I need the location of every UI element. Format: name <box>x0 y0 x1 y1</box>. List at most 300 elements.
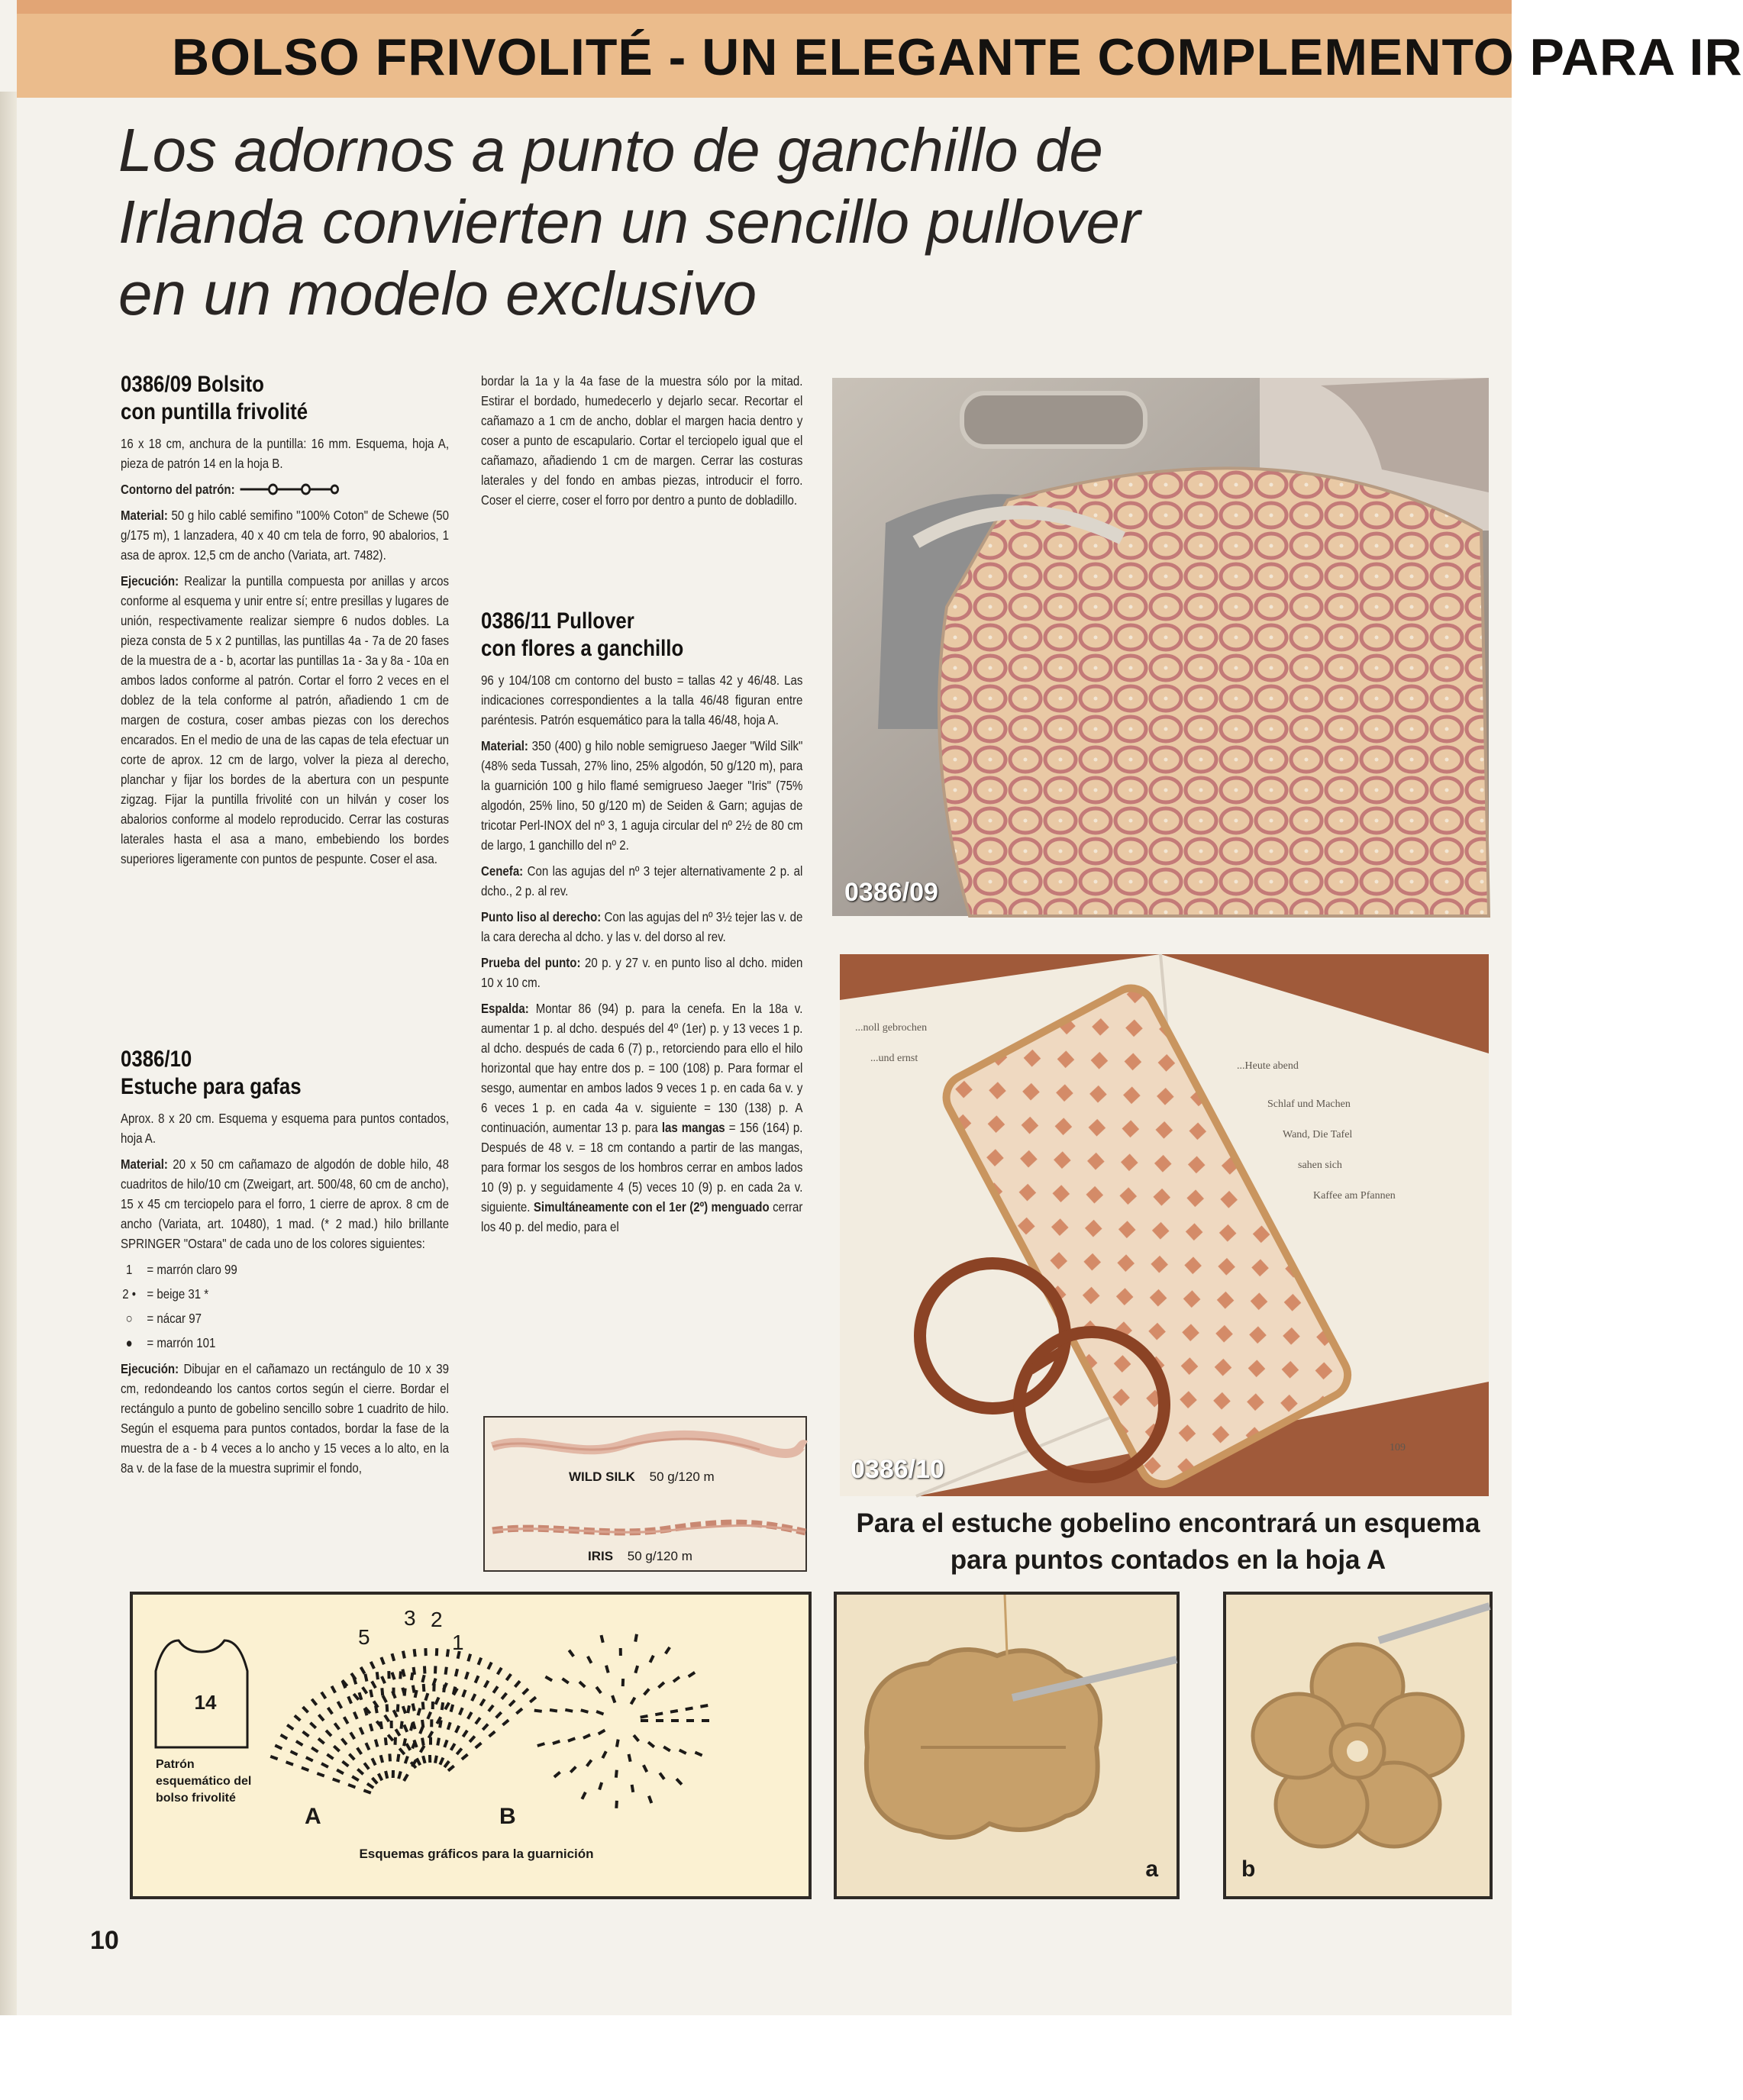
legend-text: = nácar 97 <box>147 1311 202 1326</box>
section-title-line: 0386/11 Pullover <box>481 608 634 634</box>
chart-stitch-mark <box>468 1654 470 1662</box>
diagram-caption: Esquemas gráficos para la guarnición <box>359 1847 594 1861</box>
chart-stitch-mark <box>447 1649 448 1656</box>
chart-stitch-mark <box>550 1710 557 1711</box>
chart-stitch-mark <box>596 1711 603 1714</box>
chart-stitch-mark <box>454 1687 455 1695</box>
espalda-paragraph <box>481 998 802 1237</box>
chart-fan-b <box>342 1648 536 1771</box>
chart-stitch-mark <box>412 1673 413 1680</box>
chart-stitch-mark <box>649 1796 651 1803</box>
paragraph-text: Con las agujas del nº 3 tejer alternativamente 2 p. al dcho., 2 p. al rev. <box>481 863 803 898</box>
chart-stitch-mark <box>448 1722 450 1730</box>
page-spine-shadow <box>0 92 17 2015</box>
chart-stitch-mark <box>632 1785 634 1792</box>
chart-stitch-mark <box>435 1756 437 1763</box>
legend-symbol: 1 <box>125 1262 133 1277</box>
chart-stitch-mark <box>337 1702 341 1708</box>
chart-stitch-mark <box>641 1716 648 1718</box>
piece-number: 14 <box>194 1691 217 1714</box>
chart-stitch-mark <box>456 1669 457 1676</box>
chart-stitch-mark <box>365 1674 366 1682</box>
chart-stitch-mark <box>392 1673 394 1679</box>
banner-title: BOLSO FRIVOLITÉ - UN ELEGANTE COMPLEMENTO PARA IR <box>172 28 1743 86</box>
chart-stitch-mark <box>344 1717 348 1724</box>
page-number: 10 <box>90 1926 119 1955</box>
book-text-line: ...noll gebrochen <box>855 1022 928 1034</box>
chart-stitch-mark <box>569 1650 573 1656</box>
chart-stitch-mark <box>413 1685 415 1693</box>
bag-photo-illustration <box>832 378 1489 916</box>
chart-stitch-mark <box>392 1653 394 1661</box>
legend-row <box>121 1308 449 1328</box>
chart-stitch-mark <box>588 1656 592 1663</box>
chart-stitch-mark <box>606 1666 608 1673</box>
yarn-spec: 50 g/120 m <box>627 1549 692 1563</box>
yarn-samples <box>483 1416 807 1572</box>
chart-stitch-mark <box>476 1676 479 1682</box>
chart-stitch-mark <box>480 1699 484 1705</box>
chart-stitch-mark <box>648 1742 654 1747</box>
paragraph: Aprox. 8 x 20 cm. Esquema y esquema para puntos contados, hoja A. <box>121 1111 449 1146</box>
book-text-line: Kaffee am Pfannen <box>1313 1190 1396 1202</box>
photo-bolsito <box>832 378 1489 916</box>
bold-inline: las mangas <box>661 1120 725 1135</box>
chart-stitch-mark <box>679 1750 686 1753</box>
chart-stitch-mark <box>515 1681 519 1687</box>
paragraph-text: Dibujar en el cañamazo un rectángulo de 10 x 39 cm, redondeando los cantos cortos según el cierre. Bordar el rectángulo a punto de gobelino sencillo sobre 1 cuadrito de hilo. Según el esquema para puntos contados, bordar la fase de la muestra de a - b 4 veces a lo ancho y 15 veces a lo alto, en la 8a v. de la fase de la muestra suprimir el fondo, <box>121 1361 449 1476</box>
bold-inline: Simultáneamente con el 1er (2º) menguado <box>533 1199 770 1215</box>
chart-stitch-mark <box>660 1773 664 1779</box>
chart-stitch-mark <box>333 1779 340 1781</box>
chart-stitch-mark <box>270 1756 277 1759</box>
chart-stitch-mark <box>326 1731 331 1736</box>
bold-label: Prueba del punto: <box>481 955 581 970</box>
chart-stitch-mark <box>303 1707 308 1712</box>
chart-stitch-mark <box>635 1666 637 1673</box>
chart-stitch-mark <box>371 1662 374 1669</box>
chart-stitch-mark <box>404 1774 408 1781</box>
chart-stitch-mark <box>388 1735 392 1741</box>
column-left <box>121 371 449 875</box>
photo-caption: Para el estuche gobelino encontrará un esquema para puntos contados en la hoja A <box>856 1508 1480 1575</box>
diagram-label-a: A <box>305 1804 321 1829</box>
chart-stitch-mark <box>291 1751 298 1754</box>
chart-stitch-mark <box>349 1754 354 1760</box>
chart-stitch-mark <box>493 1686 498 1692</box>
cenefa-paragraph <box>481 861 802 901</box>
chart-stitch-mark <box>351 1673 356 1679</box>
chart-stitch-mark <box>472 1694 475 1701</box>
yarn-label-iris <box>588 1549 692 1564</box>
book-text-line: Schlaf und Machen <box>1267 1098 1351 1110</box>
chart-stitch-mark <box>444 1761 449 1767</box>
crochet-motif-b <box>1226 1595 1490 1896</box>
paragraph-text: 20 x 50 cm cañamazo de algodón de doble hilo, 48 cuadritos de hilo/10 cm (Zweigart, art. 500/48, 60 cm de ancho), 15 x 45 cm terciopelo para el forro, 1 cierre de aprox. 8 cm de ancho (Variata, art. 10480), 1 mad. (* 2 mad.) hilo brillante SPRINGER "Ostara" de cada uno de los colores siguientes: <box>121 1156 449 1251</box>
chart-stitch-mark <box>700 1705 708 1707</box>
photo-label-a: a <box>1145 1856 1158 1882</box>
chart-stitch-mark <box>676 1779 682 1784</box>
chart-stitch-mark <box>479 1658 482 1665</box>
chart-stitch-mark <box>373 1778 378 1783</box>
chart-stitch-mark <box>348 1785 355 1787</box>
book-text-line: ...und ernst <box>870 1053 918 1064</box>
chart-stitch-mark <box>334 1746 339 1751</box>
chart-stitch-mark <box>498 1668 502 1675</box>
banner-top-strip <box>17 0 1512 14</box>
chart-stitch-mark <box>420 1727 423 1734</box>
paragraph-text: = 156 (164) p. Después de 48 v. = 18 cm contando a partir de las mangas, para formar los sesgos de los hombros cerrar en ambos lados 10 (9) p. y seguidamente 4 (5) veces 10 (9) p. en cada 2a v. siguiente. <box>481 1120 803 1215</box>
section-estuche-title <box>121 1046 449 1101</box>
chart-stitch-mark <box>476 1743 482 1747</box>
chart-stitch-mark <box>583 1735 590 1738</box>
chart-stitch-mark <box>689 1673 695 1676</box>
case-photo-illustration <box>840 954 1489 1496</box>
chart-stitch-mark <box>377 1672 378 1679</box>
chart-stitch-mark <box>281 1735 288 1739</box>
material-paragraph <box>121 505 449 565</box>
bold-label: Material: <box>121 1156 168 1172</box>
chart-stitch-mark <box>382 1676 385 1683</box>
pattern-outline-symbol <box>240 483 339 495</box>
yarn-name: IRIS <box>588 1549 614 1563</box>
chart-stitch-mark <box>587 1760 592 1766</box>
chart-stitch-mark <box>353 1694 358 1700</box>
chart-stitch-mark <box>317 1773 324 1776</box>
chart-stitch-mark <box>442 1702 443 1710</box>
chart-stitch-mark <box>366 1743 369 1750</box>
section-title-line: 0386/10 <box>121 1047 192 1072</box>
chart-stitch-mark <box>303 1731 309 1736</box>
chart-stitch-mark <box>602 1751 605 1758</box>
yarn-sample-illustration <box>485 1418 805 1570</box>
chart-stitch-mark <box>364 1763 369 1769</box>
chart-stitch-mark <box>275 1745 282 1748</box>
chart-stitch-mark <box>354 1712 357 1719</box>
chart-stitch-mark <box>644 1689 650 1695</box>
chart-stitch-mark <box>376 1740 378 1747</box>
chart-stitch-mark <box>382 1695 386 1702</box>
chart-stitch-mark <box>695 1753 702 1756</box>
diagram-number: 2 <box>431 1608 443 1631</box>
chart-stitch-mark <box>311 1747 318 1751</box>
chart-stitch-mark <box>650 1656 653 1663</box>
ejecucion-paragraph <box>121 571 449 869</box>
chart-stitch-mark <box>418 1708 420 1716</box>
contorno-line <box>121 479 449 499</box>
chart-stitch-mark <box>414 1667 415 1675</box>
chart-stitch-mark <box>389 1753 390 1761</box>
punto-liso-paragraph <box>481 907 802 947</box>
chart-stitch-mark <box>470 1736 475 1741</box>
chart-stitch-mark <box>537 1744 545 1746</box>
chart-stitch-mark <box>570 1767 576 1773</box>
chart-stitch-mark <box>287 1725 293 1730</box>
chart-stitch-mark <box>476 1718 480 1724</box>
book-text-line: ...Heute abend <box>1237 1060 1299 1072</box>
chart-stitch-mark <box>342 1739 347 1745</box>
legend-row <box>121 1284 449 1304</box>
chart-stitch-mark <box>579 1682 585 1687</box>
headline: Los adornos a punto de ganchillo de Irlanda convierten un sencillo pullover en un modelo exclusivo <box>118 116 1141 327</box>
chart-stitch-mark <box>663 1747 670 1750</box>
book-page-number: 109 <box>1390 1442 1406 1453</box>
chart-stitch-mark <box>306 1757 313 1760</box>
chart-stitch-mark <box>318 1739 324 1744</box>
chart-stitch-mark <box>401 1721 402 1729</box>
chart-stitch-mark <box>658 1682 663 1688</box>
chart-stitch-mark <box>422 1675 424 1682</box>
chart-stitch-mark <box>444 1740 447 1747</box>
photo-label-bolsito: 0386/09 <box>844 878 938 907</box>
chart-stitch-mark <box>440 1758 443 1765</box>
chart-stitch-mark <box>310 1723 315 1728</box>
diagram-number: 3 <box>404 1606 416 1630</box>
chart-stitch-mark <box>489 1705 493 1711</box>
chart-stitch-mark <box>363 1687 367 1693</box>
legend-symbol: ○ <box>125 1311 133 1326</box>
chart-stitch-mark <box>629 1754 631 1762</box>
chart-flower <box>534 1634 709 1808</box>
paragraph-text: 350 (400) g hilo noble semigrueso Jaeger "Wild Silk" (48% seda Tussah, 27% lino, 25% algodón, 50 g/120 m), para la guarnición 100 g hilo flamé semigrueso Jaeger "Iris" (75% algodón, 25% lino, 50 g/120 m) de Seiden & Garn; agujas de tricotar Perl-INOX del nº 3, 1 aguja circular del nº 2½ de 80 cm de largo, 1 ganchillo del nº 2. <box>481 738 803 853</box>
section-bolsito-title <box>121 371 449 426</box>
chart-stitch-mark <box>403 1706 405 1713</box>
crochet-photo-a <box>834 1592 1180 1899</box>
chart-stitch-mark <box>399 1748 404 1754</box>
bold-label: Material: <box>121 508 168 523</box>
chart-stitch-mark <box>370 1724 373 1731</box>
chart-stitch-mark <box>360 1727 363 1734</box>
paragraph-text: 50 g hilo cablé semifino "100% Coton" de Schewe (50 g/175 m), 1 lanzadera, 40 x 40 cm tela de forro, 90 abalorios, 1 asa de aprox. 12,5 cm de ancho (Variata, art. 7482). <box>121 508 449 563</box>
chart-stitch-mark <box>302 1768 308 1770</box>
chart-stitch-mark <box>502 1720 508 1724</box>
chart-stitch-mark <box>670 1711 678 1712</box>
chart-stitch-mark <box>523 1689 528 1694</box>
chart-stitch-mark <box>631 1698 635 1705</box>
paragraph-text: 20 p. y 27 v. en punto liso al dcho. miden 10 x 10 cm. <box>481 955 803 990</box>
photo-label-estuche: 0386/10 <box>851 1455 944 1484</box>
chart-stitch-mark <box>424 1666 425 1674</box>
chart-stitch-mark <box>530 1697 536 1702</box>
crochet-motif-a <box>837 1595 1177 1896</box>
diagram-number: 5 <box>358 1625 370 1649</box>
paragraph: 96 y 104/108 cm contorno del busto = tallas 42 y 46/48. Las indicaciones correspondientes a la talla 46/48 figuran entre paréntesis. Patrón esquemático para la talla 46/48, hoja A. <box>481 673 803 727</box>
chart-stitch-mark <box>581 1710 589 1711</box>
chart-stitch-mark <box>483 1724 488 1730</box>
legend-text: = marrón claro 99 <box>147 1262 237 1277</box>
chart-stitch-mark <box>331 1686 335 1693</box>
photo-label-b: b <box>1241 1856 1256 1882</box>
chart-stitch-mark <box>428 1712 431 1719</box>
section-title-line: con puntilla frivolité <box>121 399 308 424</box>
chart-stitch-mark <box>423 1702 424 1709</box>
bold-label: Punto liso al derecho: <box>481 909 602 924</box>
prueba-paragraph <box>481 953 802 992</box>
chart-stitch-mark <box>485 1681 489 1688</box>
chart-stitch-mark <box>372 1758 375 1765</box>
bold-label: Ejecución: <box>121 573 179 589</box>
chart-stitch-mark <box>334 1723 339 1729</box>
chart-stitch-mark <box>686 1708 693 1710</box>
chart-stitch-mark <box>457 1748 461 1754</box>
bold-label: Ejecución: <box>121 1361 179 1376</box>
legend-symbol: 2 • <box>122 1286 137 1302</box>
chart-stitch-mark <box>516 1708 522 1713</box>
pattern-label: Patrón esquemático del bolso frivolité <box>156 1758 252 1805</box>
legend-symbol: ● <box>125 1335 133 1350</box>
bold-label: Material: <box>481 738 528 753</box>
bold-label: Contorno del patrón: <box>121 482 235 497</box>
chart-stitch-mark <box>463 1690 465 1697</box>
diagram-number: 1 <box>452 1631 464 1654</box>
yarn-spec: 50 g/120 m <box>649 1469 715 1484</box>
chart-stitch-mark <box>463 1731 467 1737</box>
chart-stitch-mark <box>381 1755 382 1763</box>
paragraph-text: cerrar los 40 p. del medio, para el <box>481 1199 803 1234</box>
chart-stitch-mark <box>413 1721 415 1729</box>
chart-stitch-mark <box>399 1771 401 1779</box>
chart-stitch-mark <box>342 1761 348 1766</box>
chart-stitch-mark <box>563 1679 569 1683</box>
chart-stitch-mark <box>321 1692 325 1698</box>
chart-stitch-mark <box>352 1776 359 1780</box>
chart-stitch-mark <box>350 1733 354 1740</box>
chart-stitch-mark <box>509 1701 515 1706</box>
crochet-diagram-box <box>130 1592 812 1899</box>
chart-stitch-mark <box>321 1763 328 1767</box>
chart-stitch-mark <box>311 1699 316 1705</box>
chart-stitch-mark <box>423 1756 424 1763</box>
chart-stitch-mark <box>385 1715 389 1721</box>
chart-stitch-mark <box>348 1696 351 1703</box>
chart-stitch-mark <box>404 1725 407 1732</box>
paragraph-text: Montar 86 (94) p. para la cenefa. En la 18a v. aumentar 1 p. al dcho. después del 4º (1er) p. y 13 veces 1 p. al dcho. después de cada 6 (7) p., retorciendo para ello el hilo horizontal que hay entre dos p. = 100 (108) p. Para formar el sesgo, aumentar en ambos lados 9 veces 1 p. en cada 6a v. y 6 veces 1 p. en cada 4a v. siguiente = 130 (138) p. A continuación, aumentar 13 p. para <box>481 1001 803 1135</box>
chart-stitch-mark <box>379 1773 382 1780</box>
chart-stitch-mark <box>462 1754 468 1759</box>
bold-label: Espalda: <box>481 1001 529 1016</box>
color-legend <box>121 1260 449 1353</box>
paragraph-text: Con las agujas del nº 3½ tejer las v. de la cara derecha al dcho. y las v. del dorso al rev. <box>481 909 803 944</box>
chart-stitch-mark <box>635 1634 637 1642</box>
chart-stitch-mark <box>400 1671 401 1679</box>
section-title-line: con flores a ganchillo <box>481 636 684 661</box>
yarn-name: WILD SILK <box>569 1469 635 1484</box>
chart-stitch-mark <box>456 1726 459 1733</box>
chart-stitch-mark <box>612 1695 615 1702</box>
chart-stitch-mark <box>599 1731 605 1734</box>
chart-stitch-mark <box>666 1647 670 1653</box>
chart-stitch-mark <box>445 1703 449 1710</box>
chart-stitch-mark <box>318 1715 324 1721</box>
paragraph: bordar la 1a y la 4a fase de la muestra sólo por la mitad. Estirar el bordado, humedecerlo y dejarlo secar. Recortar el cañamazo a 1 cm de ancho, doblar el margen hacia dentro y coser a punto de escapulario. Cortar el terciopelo igual que el cañamazo, añadiendo 1 cm de margen. Cerrar las costuras laterales y del fondo en ambas piezas, introducir el forro. Coser el cierre, coser el forro por dentro a punto de dobladillo. <box>481 373 803 508</box>
chart-stitch-mark <box>408 1705 409 1713</box>
chart-stitch-mark <box>596 1687 601 1693</box>
chart-stitch-mark <box>357 1769 363 1775</box>
chart-stitch-mark <box>413 1704 415 1711</box>
paragraph: 16 x 18 cm, anchura de la puntilla: 16 mm. Esquema, hoja A, pieza de patrón 14 en la hoja B. <box>121 436 449 471</box>
chart-stitch-mark <box>506 1674 511 1680</box>
chart-stitch-mark <box>568 1738 575 1741</box>
chart-stitch-mark <box>599 1782 602 1790</box>
chart-stitch-mark <box>404 1738 405 1746</box>
chart-stitch-mark <box>372 1682 376 1689</box>
chart-stitch-mark <box>617 1740 618 1747</box>
legend-row <box>121 1333 449 1353</box>
chart-stitch-mark <box>436 1698 439 1705</box>
chart-stitch-mark <box>327 1754 333 1759</box>
legend-row <box>121 1260 449 1279</box>
column-left-lower <box>121 1046 449 1484</box>
chart-stitch-mark <box>402 1688 405 1695</box>
chart-stitch-mark <box>421 1746 424 1753</box>
section-pullover-title <box>481 608 802 663</box>
bold-label: Cenefa: <box>481 863 524 879</box>
chart-stitch-mark <box>417 1758 421 1765</box>
chart-stitch-mark <box>553 1741 560 1744</box>
book-text-line: Wand, Die Tafel <box>1283 1129 1353 1140</box>
legend-text: = beige 31 * <box>147 1286 209 1302</box>
chart-stitch-mark <box>448 1766 454 1770</box>
chart-stitch-mark <box>386 1771 387 1779</box>
yarn-label-wild-silk <box>569 1469 715 1485</box>
chart-stitch-mark <box>466 1672 468 1679</box>
chart-stitch-mark <box>357 1748 362 1754</box>
chart-stitch-mark <box>337 1769 344 1773</box>
photo-estuche <box>840 954 1489 1496</box>
chart-stitch-mark <box>395 1729 399 1735</box>
chart-stitch-mark <box>655 1713 663 1715</box>
chart-stitch-mark <box>565 1710 573 1711</box>
chart-stitch-mark <box>295 1715 301 1721</box>
material-paragraph <box>481 736 802 855</box>
diagram-label-b: B <box>499 1804 516 1829</box>
book-text-line: sahen sich <box>1298 1160 1342 1171</box>
chart-stitch-mark <box>328 1708 333 1714</box>
chart-stitch-mark <box>451 1744 455 1750</box>
chart-stitch-mark <box>429 1731 433 1738</box>
chart-stitch-mark <box>381 1657 384 1664</box>
legend-text: = marrón 101 <box>147 1335 216 1350</box>
chart-stitch-mark <box>403 1651 405 1659</box>
chart-stitch-mark <box>673 1677 679 1682</box>
column-middle <box>481 371 802 516</box>
chart-stitch-mark <box>402 1669 404 1677</box>
chart-stitch-mark <box>616 1801 617 1808</box>
column-middle-lower <box>481 608 802 1243</box>
chart-stitch-mark <box>361 1667 365 1674</box>
ejecucion-paragraph <box>121 1359 449 1478</box>
chart-stitch-mark <box>422 1738 424 1746</box>
chart-stitch-mark <box>451 1705 454 1712</box>
chart-stitch-mark <box>440 1720 441 1727</box>
chart-stitch-mark <box>425 1693 428 1700</box>
chart-stitch-mark <box>644 1765 647 1772</box>
paragraph-text: Realizar la puntilla compuesta por anillas y arcos conforme al esquema y unir entre sí; entre presillas y lugares de unión, respectivamente realizar siempre 6 nudos dobles. La pieza consta de 5 x 2 puntillas, las puntillas 4a - 7a de 20 fases de la muestra de a - b, acortar las puntillas 1a - 3a y 8a - 10a en ambos lados conforme al patrón. Cortar el forro 2 veces en el doblez de la tela conforme al patrón, añadiendo 1 cm de margen de costura, coser ambas piezas con los derechos encarados. En el medio de una de las capas de tela efectuar un corte de aprox. 12 cm de largo, volver la pieza al derecho, planchar y fijar los bordes de la abertura con un pespunte zigzag. Fijar la puntilla frivolité con un hilván y coser los abalorios conforme al modelo reproducido. Cerrar las costuras laterales hasta el asa a mano, embebiendo los bordes superiores ligeramente con puntos de pespunte. Coser el asa. <box>121 573 449 866</box>
chart-stitch-mark <box>502 1693 506 1699</box>
chart-stitch-mark <box>367 1783 373 1788</box>
chart-stitch-mark <box>554 1772 560 1776</box>
chart-stitch-mark <box>634 1735 638 1741</box>
material-paragraph <box>121 1154 449 1253</box>
chart-stitch-mark <box>616 1770 617 1778</box>
chart-stitch-mark <box>446 1667 447 1675</box>
chart-stitch-mark <box>387 1705 388 1712</box>
chart-stitch-mark <box>437 1738 439 1746</box>
chart-stitch-mark <box>398 1705 399 1712</box>
chart-stitch-mark <box>422 1720 423 1727</box>
chart-stitch-mark <box>370 1689 372 1697</box>
section-title-line: 0386/09 Bolsito <box>121 372 264 397</box>
